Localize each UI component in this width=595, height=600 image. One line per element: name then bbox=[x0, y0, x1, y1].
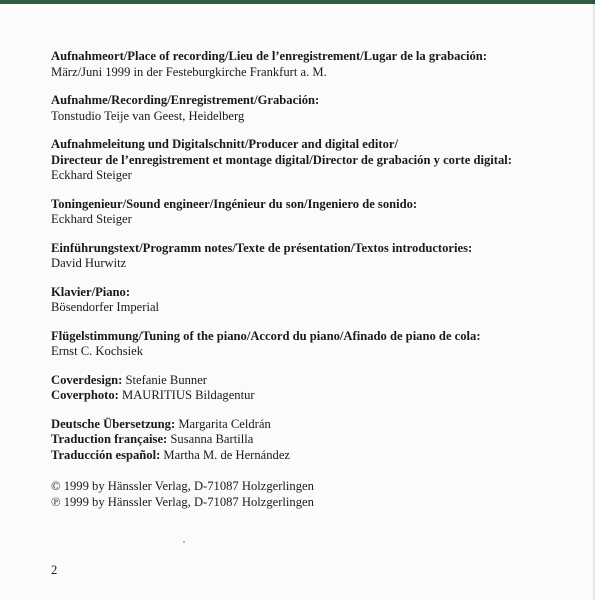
copyright-notice bbox=[51, 479, 581, 510]
credit-label: Toningenieur/Sound engineer/Ingénieur du son/Ingeniero de sonido: bbox=[51, 196, 418, 211]
credit-line bbox=[51, 373, 581, 389]
credit-line bbox=[51, 65, 581, 81]
credit-label: Aufnahmeort/Place of recording/Lieu de l’enregistrement/Lugar de la grabación: bbox=[51, 49, 487, 63]
credit-label: Aufnahmeleitung und Digitalschnitt/Producer and digital editor/ bbox=[51, 137, 398, 151]
credits-page bbox=[51, 49, 581, 510]
credit-line bbox=[51, 256, 581, 272]
credit-line bbox=[51, 197, 581, 213]
credit-label: Einführungstext/Programm notes/Texte de présentation/Textos introductories: bbox=[51, 240, 473, 255]
credit-value: MAURITIUS Bildagentur bbox=[118, 388, 255, 402]
credit-value: März/Juni 1999 in der Festeburgkirche Frankfurt a. M. bbox=[51, 64, 327, 79]
credit-label: Traduction française: bbox=[51, 432, 168, 446]
credit-piano bbox=[51, 285, 581, 316]
credit-recording bbox=[51, 93, 581, 124]
credit-line bbox=[51, 432, 581, 448]
copyright-line: © 1999 by Hänssler Verlag, D-71087 Holzgerlingen bbox=[51, 479, 314, 493]
credit-value: Eckhard Steiger bbox=[51, 168, 132, 182]
credit-cover bbox=[51, 373, 581, 404]
credit-sound-engineer bbox=[51, 197, 581, 228]
credit-line bbox=[51, 137, 581, 153]
credit-line bbox=[51, 448, 581, 464]
credit-value: Margarita Celdrán bbox=[175, 416, 271, 431]
credit-label: Directeur de l’enregistrement et montage digital/Director de grabación y corte digital: bbox=[51, 152, 512, 167]
credit-value: Tonstudio Teije van Geest, Heidelberg bbox=[51, 108, 245, 123]
credit-line bbox=[51, 344, 581, 360]
credit-line bbox=[51, 168, 581, 184]
credit-line bbox=[51, 241, 581, 257]
credit-value: David Hurwitz bbox=[51, 256, 127, 270]
credit-line bbox=[51, 417, 581, 433]
credit-label: Deutsche Übersetzung: bbox=[51, 416, 176, 431]
credit-line bbox=[51, 153, 581, 169]
credit-line bbox=[51, 300, 581, 316]
credit-translations bbox=[51, 417, 581, 464]
credit-piano-tuning bbox=[51, 329, 581, 360]
credit-value: Susanna Bartilla bbox=[167, 432, 254, 446]
credit-value: Eckhard Steiger bbox=[51, 212, 132, 226]
credit-line bbox=[51, 109, 581, 125]
credit-label: Flügelstimmung/Tuning of the piano/Accord du piano/Afinado de piano de cola: bbox=[51, 328, 481, 343]
credit-line bbox=[51, 388, 581, 404]
credit-line bbox=[51, 329, 581, 345]
credit-label: Traducción español: bbox=[51, 447, 161, 462]
credit-line bbox=[51, 49, 581, 65]
top-border-rule bbox=[0, 0, 595, 4]
credit-value: Stefanie Bunner bbox=[122, 372, 207, 387]
credit-line bbox=[51, 212, 581, 228]
phonogram-copyright-line: ℗ 1999 by Hänssler Verlag, D-71087 Holzgerlingen bbox=[51, 494, 314, 509]
credit-value: Bösendorfer Imperial bbox=[51, 300, 160, 314]
credit-producer bbox=[51, 137, 581, 184]
credit-label: Coverphoto: bbox=[51, 388, 119, 402]
credit-recording-location bbox=[51, 49, 581, 80]
page-number: 2 bbox=[51, 563, 58, 577]
credit-line bbox=[51, 93, 581, 109]
paper-speck bbox=[183, 541, 185, 543]
credit-program-notes bbox=[51, 241, 581, 272]
credit-label: Klavier/Piano: bbox=[51, 284, 131, 299]
credit-label: Aufnahme/Recording/Enregistrement/Grabación: bbox=[51, 93, 320, 107]
credit-label: Coverdesign: bbox=[51, 372, 123, 387]
credit-value: Martha M. de Hernández bbox=[160, 447, 291, 462]
credit-value: Ernst C. Kochsiek bbox=[51, 344, 143, 358]
credit-line bbox=[51, 285, 581, 301]
